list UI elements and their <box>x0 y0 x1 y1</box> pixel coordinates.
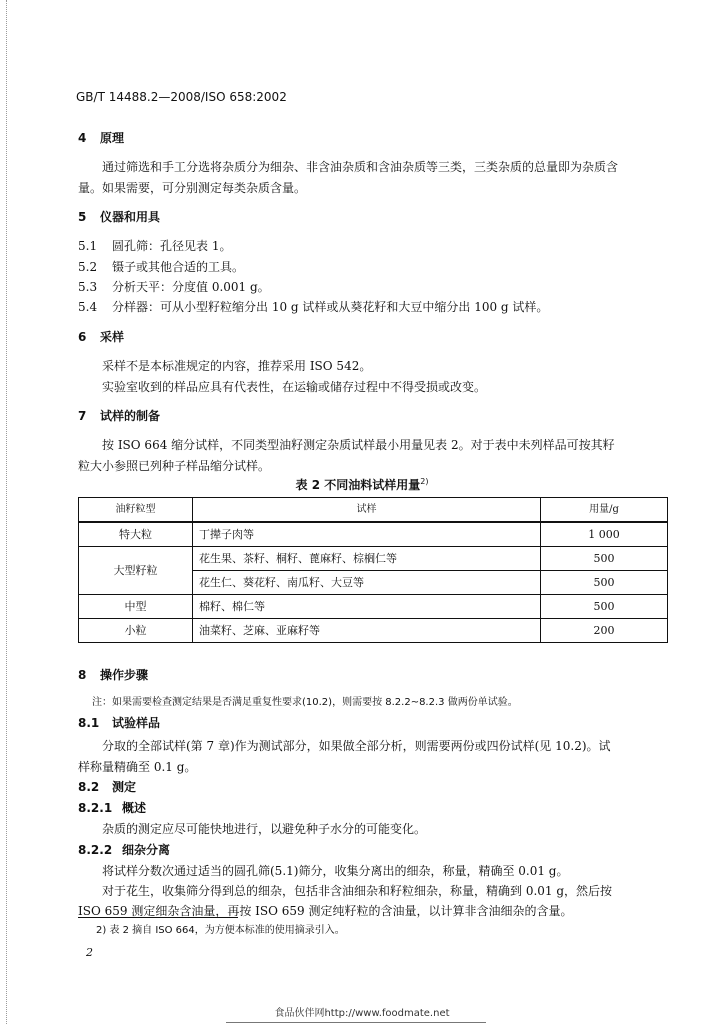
section-4-paragraph-line1: 通过筛选和手工分选将杂质分为细杂、非含油杂质和含油杂质等三类，三类杂质的总量即为杂质含 <box>102 160 619 174</box>
item-text: 圆孔筛：孔径见表 1。 <box>112 239 232 253</box>
item-5-3 <box>78 280 270 294</box>
section-title: 操作步骤 <box>100 668 149 682</box>
section-number: 8 <box>78 668 87 682</box>
cell-sample: 花生果、茶籽、桐籽、蓖麻籽、棕榈仁等 <box>193 547 541 571</box>
section-8-2-2-line1: 将试样分数次通过适当的圆孔筛(5.1)筛分，收集分离出的细杂，称量，精确至 0.01 g。 <box>102 864 569 878</box>
footer-rule <box>226 1022 486 1023</box>
section-title: 试样的制备 <box>100 409 161 423</box>
section-title: 原理 <box>100 131 125 145</box>
section-8-2-heading <box>78 780 136 794</box>
cell-sample: 丁撵子肉等 <box>193 522 541 547</box>
section-8-1-heading <box>78 716 160 730</box>
item-text: 分析天平：分度值 0.001 g。 <box>112 280 270 294</box>
item-text: 分样器：可从小型籽粒缩分出 10 g 试样或从葵花籽和大豆中缩分出 100 g 试样。 <box>112 300 549 314</box>
section-number: 4 <box>78 131 87 145</box>
watermark-text: 食品伙伴网http://www.foodmate.net <box>274 1008 450 1019</box>
header-cell-seed-type: 油籽粒型 <box>79 498 193 523</box>
section-number: 8.2.1 <box>78 801 113 815</box>
cell-seed-type: 小粒 <box>79 619 193 643</box>
section-7-paragraph-line1: 按 ISO 664 缩分试样，不同类型油籽测定杂质试样最小用量见表 2。对于表中未列样品可按其籽 <box>102 438 615 452</box>
item-5-2 <box>78 260 244 274</box>
section-8-2-2-line2: 对于花生，收集筛分得到总的细杂，包括非含油细杂和籽粒细杂，称量，精确到 0.01 g，然后按 <box>102 884 613 898</box>
cell-amount: 500 <box>541 547 668 571</box>
section-number: 8.1 <box>78 716 100 730</box>
section-number: 6 <box>78 330 87 344</box>
cell-amount: 200 <box>541 619 668 643</box>
section-title: 试验样品 <box>112 716 161 730</box>
section-number: 8.2 <box>78 780 100 794</box>
section-number: 7 <box>78 409 87 423</box>
section-8-note: 注：如果需要检查测定结果是否满足重复性要求(10.2)，则需要按 8.2.2~8.2.3 做两份单试验。 <box>92 697 518 708</box>
table-row <box>79 595 668 619</box>
scan-edge-dots <box>6 0 7 1024</box>
cell-amount: 500 <box>541 595 668 619</box>
section-title: 采样 <box>100 330 125 344</box>
section-number: 5 <box>78 210 87 224</box>
section-8-2-1-line1: 杂质的测定应尽可能快地进行，以避免种子水分的可能变化。 <box>102 822 427 836</box>
section-7-heading <box>78 409 160 423</box>
cell-seed-type: 特大粒 <box>79 522 193 547</box>
section-8-1-line1: 分取的全部试样(第 7 章)作为测试部分，如果做全部分析，则需要两份或四份试样(见 10.2)。试 <box>102 739 611 753</box>
table-row <box>79 547 668 571</box>
item-5-4 <box>78 300 548 314</box>
cell-amount: 500 <box>541 571 668 595</box>
section-6-line2: 实验室收到的样品应具有代表性，在运输或储存过程中不得受损或改变。 <box>102 380 487 394</box>
item-5-1 <box>78 239 231 253</box>
table-row <box>79 619 668 643</box>
cell-seed-type: 中型 <box>79 595 193 619</box>
footnote: 2) 表 2 摘自 ISO 664，为方便本标准的使用摘录引入。 <box>96 925 345 936</box>
cell-seed-type: 大型籽粒 <box>79 547 193 595</box>
header-cell-sample: 试样 <box>193 498 541 523</box>
cell-sample: 花生仁、葵花籽、南瓜籽、大豆等 <box>193 571 541 595</box>
section-8-2-2-heading <box>78 843 170 857</box>
table-header-row <box>79 498 668 523</box>
section-7-paragraph-line2: 粒大小参照已列种子样品缩分试样。 <box>78 459 271 473</box>
section-8-2-1-heading <box>78 801 146 815</box>
header-cell-amount: 用量/g <box>541 498 668 523</box>
item-text: 镊子或其他合适的工具。 <box>112 260 245 274</box>
section-8-1-line2: 样称量精确至 0.1 g。 <box>78 760 197 774</box>
section-6-heading <box>78 330 124 344</box>
item-number: 5.3 <box>78 280 98 294</box>
section-title: 细杂分离 <box>122 843 171 857</box>
table-caption <box>0 477 724 492</box>
section-4-heading <box>78 131 124 145</box>
section-title: 测定 <box>112 780 137 794</box>
cell-sample: 棉籽、棉仁等 <box>193 595 541 619</box>
table-row <box>79 522 668 547</box>
section-title: 仪器和用具 <box>100 210 161 224</box>
section-4-paragraph-line2: 量。如果需要，可分别测定每类杂质含量。 <box>78 181 307 195</box>
table-caption-text: 表 2 不同油料试样用量 <box>295 478 421 492</box>
item-number: 5.1 <box>78 239 98 253</box>
section-8-heading <box>78 668 148 682</box>
section-6-line1: 采样不是本标准规定的内容，推荐采用 ISO 542。 <box>102 359 372 373</box>
section-title: 概述 <box>122 801 147 815</box>
standard-number-header: GB/T 14488.2—2008/ISO 658:2002 <box>76 90 287 104</box>
section-number: 8.2.2 <box>78 843 113 857</box>
item-number: 5.4 <box>78 300 98 314</box>
item-number: 5.2 <box>78 260 98 274</box>
footnote-rule <box>78 917 238 918</box>
table-caption-footnote-mark: 2) <box>420 477 429 486</box>
section-8-2-2-line3: ISO 659 测定细杂含油量，再按 ISO 659 测定纯籽粒的含油量，以计算非含油细杂的含量。 <box>78 904 573 918</box>
sample-amount-table <box>78 497 668 643</box>
cell-amount: 1 000 <box>541 522 668 547</box>
page-number: 2 <box>86 946 93 959</box>
cell-sample: 油菜籽、芝麻、亚麻籽等 <box>193 619 541 643</box>
section-5-heading <box>78 210 160 224</box>
